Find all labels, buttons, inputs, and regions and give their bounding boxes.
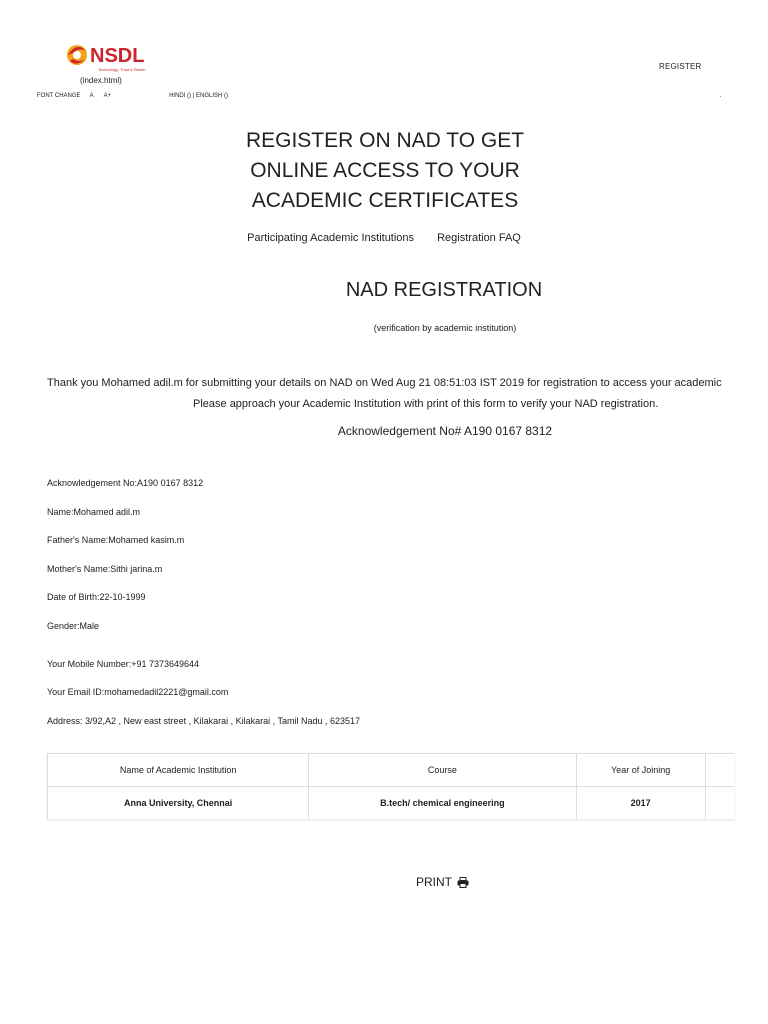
institution-table-wrapper bbox=[47, 753, 734, 819]
logo-link-text[interactable]: (index.html) bbox=[80, 76, 122, 85]
cell-institution: Anna University, Chennai bbox=[48, 787, 309, 820]
registration-title: NAD REGISTRATION bbox=[345, 279, 543, 301]
acknowledgement-number: Acknowledgement No# A190 0167 8312 bbox=[337, 424, 553, 438]
thank-you-message: Thank you Mohamed adil.m for submitting your details on NAD on Wed Aug 21 08:51:03 IST 2019 for registration to access your academic bbox=[47, 377, 722, 389]
printer-icon bbox=[457, 877, 469, 888]
detail-name: Name:Mohamed adil.m bbox=[47, 507, 141, 517]
detail-mobile: Your Mobile Number:+91 7373649644 bbox=[47, 659, 200, 669]
hero-links bbox=[0, 232, 768, 244]
detail-acknowledgement: Acknowledgement No:A190 0167 8312 bbox=[47, 478, 204, 488]
logo-tagline: Technology, Trust & Reach bbox=[98, 67, 146, 72]
cell-extra bbox=[705, 787, 734, 820]
font-normal-button[interactable]: A bbox=[89, 93, 94, 99]
cell-year: 2017 bbox=[576, 787, 705, 820]
institution-table bbox=[47, 753, 734, 819]
detail-email: Your Email ID:mohamedadil2221@gmail.com bbox=[47, 687, 229, 697]
institutions-link[interactable]: Participating Academic Institutions bbox=[247, 232, 415, 244]
column-header-institution: Name of Academic Institution bbox=[48, 754, 309, 787]
hero-title: REGISTER ON NAD TO GET ONLINE ACCESS TO YOUR ACADEMIC CERTIFICATES bbox=[245, 129, 525, 212]
nsdl-logo[interactable] bbox=[64, 41, 164, 75]
font-change-label: FONT CHANGE bbox=[37, 93, 81, 99]
logo-text: NSDL bbox=[90, 45, 145, 67]
print-label: PRINT bbox=[416, 875, 452, 889]
divider-dot bbox=[720, 96, 721, 97]
column-header-year: Year of Joining bbox=[576, 754, 705, 787]
registration-subtitle: (verification by academic institution) bbox=[373, 323, 517, 333]
font-larger-button[interactable]: A+ bbox=[103, 93, 112, 99]
font-toolbar bbox=[37, 93, 228, 99]
column-header-extra bbox=[705, 754, 734, 787]
approach-message: Please approach your Academic Institution with print of this form to verify your NAD registration. bbox=[193, 398, 659, 410]
register-link[interactable]: REGISTER bbox=[659, 62, 702, 71]
detail-address: Address: 3/92,A2 , New east street , Kilakarai , Kilakarai , Tamil Nadu , 623517 bbox=[47, 716, 360, 726]
print-button[interactable] bbox=[416, 875, 469, 889]
detail-gender: Gender:Male bbox=[47, 621, 100, 631]
faq-link[interactable]: Registration FAQ bbox=[437, 232, 521, 244]
language-switcher[interactable]: HINDI () | ENGLISH () bbox=[169, 93, 228, 99]
table-row bbox=[48, 787, 735, 820]
detail-father-name: Father's Name:Mohamed kasim.m bbox=[47, 535, 185, 545]
nsdl-logo-icon bbox=[64, 41, 164, 75]
column-header-course: Course bbox=[309, 754, 576, 787]
detail-mother-name: Mother's Name:Sithi jarina.m bbox=[47, 564, 163, 574]
table-header-row bbox=[48, 754, 735, 787]
detail-dob: Date of Birth:22-10-1999 bbox=[47, 592, 146, 602]
cell-course: B.tech/ chemical engineering bbox=[309, 787, 576, 820]
